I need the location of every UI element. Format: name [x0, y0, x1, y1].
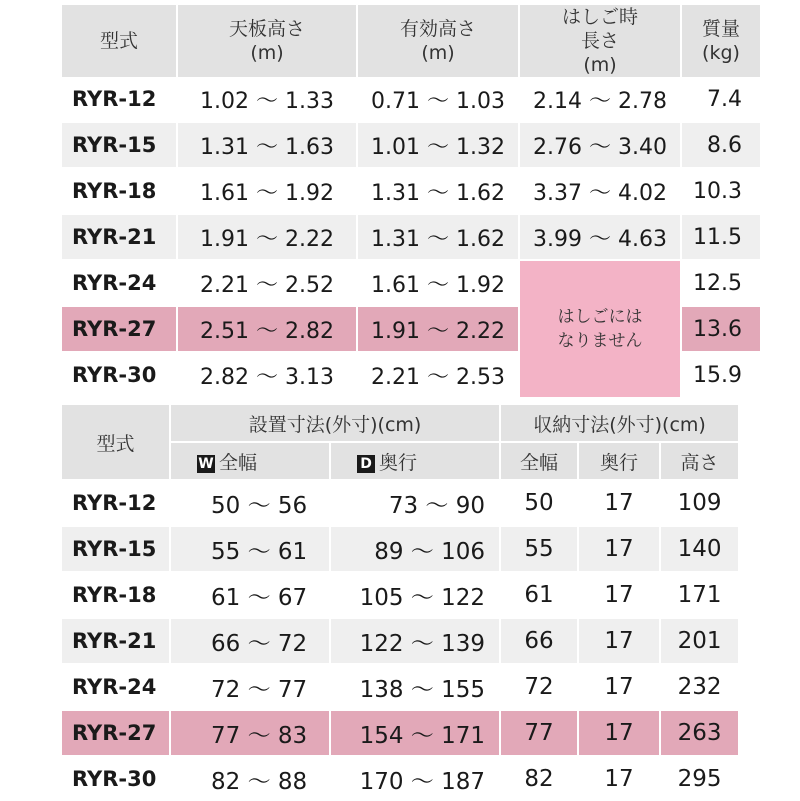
header-depth: D 奥行: [330, 442, 500, 480]
effective-height-cell: 0.71 ～ 1.03: [357, 77, 519, 122]
model-cell: RYR-30: [62, 352, 177, 397]
storage-width-cell: 55: [500, 526, 578, 572]
effective-height-cell: 2.21 ～ 2.53: [357, 352, 519, 397]
storage-height-cell: 263: [660, 710, 738, 756]
storage-depth-cell: 17: [578, 526, 660, 572]
table-row: [62, 526, 738, 572]
depth-badge-icon: D: [357, 455, 375, 473]
width-cell: 82 ～ 88: [170, 756, 330, 801]
ladder-length-cell: 3.37 ～ 4.02: [519, 168, 681, 214]
model-cell: RYR-27: [62, 306, 177, 352]
storage-height-cell: 232: [660, 664, 738, 710]
depth-cell: 170 ～ 187: [330, 756, 500, 801]
model-cell: RYR-21: [62, 618, 170, 664]
width-cell: 50 ～ 56: [170, 480, 330, 526]
table-row: [62, 480, 738, 526]
weight-cell: 8.6: [681, 122, 760, 168]
table-row: [62, 572, 738, 618]
top-height-cell: 1.02 ～ 1.33: [177, 77, 357, 122]
storage-height-cell: 171: [660, 572, 738, 618]
weight-cell: 10.3: [681, 168, 760, 214]
storage-height-cell: 109: [660, 480, 738, 526]
top-height-cell: 2.21 ～ 2.52: [177, 260, 357, 306]
model-cell: RYR-12: [62, 77, 177, 122]
table-row: [62, 618, 738, 664]
storage-depth-cell: 17: [578, 664, 660, 710]
storage-width-cell: 61: [500, 572, 578, 618]
header-weight: 質量 (kg): [681, 5, 760, 77]
storage-height-cell: 201: [660, 618, 738, 664]
top-height-cell: 1.61 ～ 1.92: [177, 168, 357, 214]
table-row: [62, 664, 738, 710]
model-cell: RYR-15: [62, 122, 177, 168]
storage-width-cell: 72: [500, 664, 578, 710]
ladder-length-cell: 2.76 ～ 3.40: [519, 122, 681, 168]
table-row-highlight: [62, 710, 738, 756]
effective-height-cell: 1.31 ～ 1.62: [357, 168, 519, 214]
width-cell: 72 ～ 77: [170, 664, 330, 710]
effective-height-cell: 1.31 ～ 1.62: [357, 214, 519, 260]
width-cell: 66 ～ 72: [170, 618, 330, 664]
storage-width-cell: 77: [500, 710, 578, 756]
model-cell: RYR-27: [62, 710, 170, 756]
storage-depth-cell: 17: [578, 756, 660, 801]
not-ladder-note: はしごには なりません: [519, 260, 681, 397]
model-cell: RYR-21: [62, 214, 177, 260]
model-cell: RYR-30: [62, 756, 170, 801]
table-row: [62, 77, 760, 122]
weight-cell: 7.4: [707, 86, 742, 112]
model-cell: RYR-18: [62, 168, 177, 214]
weight-cell: 15.9: [681, 352, 760, 397]
width-cell: 77 ～ 83: [170, 710, 330, 756]
table-row: [62, 214, 760, 260]
top-height-cell: 2.82 ～ 3.13: [177, 352, 357, 397]
depth-cell: 105 ～ 122: [330, 572, 500, 618]
storage-height-cell: 295: [660, 756, 738, 801]
model-cell: RYR-24: [62, 664, 170, 710]
table-row: [62, 168, 760, 214]
header-ladder-length: はしご時 長さ (m): [519, 5, 681, 77]
storage-depth-cell: 17: [578, 618, 660, 664]
header-storage-width: 全幅: [500, 442, 578, 480]
depth-cell: 154 ～ 171: [330, 710, 500, 756]
top-height-cell: 1.31 ～ 1.63: [177, 122, 357, 168]
effective-height-cell: 1.61 ～ 1.92: [357, 260, 519, 306]
weight-cell: 13.6: [681, 306, 760, 352]
header-width: W 全幅: [170, 442, 330, 480]
dimension-table: [62, 405, 738, 801]
effective-height-cell: 1.01 ～ 1.32: [357, 122, 519, 168]
width-badge-icon: W: [198, 455, 214, 472]
weight-cell: 11.5: [681, 214, 760, 260]
effective-height-cell: 1.91 ～ 2.22: [357, 306, 519, 352]
depth-cell: 73 ～ 90: [330, 480, 500, 526]
storage-width-cell: 66: [500, 618, 578, 664]
model-cell: RYR-18: [62, 572, 170, 618]
header-storage-dimensions: 収納寸法(外寸)(cm): [500, 405, 738, 442]
storage-width-cell: 82: [500, 756, 578, 801]
model-cell: RYR-15: [62, 526, 170, 572]
model-cell: RYR-24: [62, 260, 177, 306]
header-install-dimensions: 設置寸法(外寸)(cm): [170, 405, 500, 442]
header-model: 型式: [62, 5, 177, 77]
depth-cell: 89 ～ 106: [330, 526, 500, 572]
header-storage-depth: 奥行: [578, 442, 660, 480]
storage-depth-cell: 17: [578, 480, 660, 526]
depth-cell: 138 ～ 155: [330, 664, 500, 710]
top-height-cell: 1.91 ～ 2.22: [177, 214, 357, 260]
storage-depth-cell: 17: [578, 710, 660, 756]
table-row: [62, 122, 760, 168]
model-cell: RYR-12: [62, 480, 170, 526]
spec-table: [62, 5, 760, 397]
ladder-length-cell: 3.99 ～ 4.63: [519, 214, 681, 260]
storage-width-cell: 50: [500, 480, 578, 526]
ladder-length-cell: 2.14 ～ 2.78: [519, 77, 681, 122]
header-effective-height: 有効高さ (m): [357, 5, 519, 77]
weight-cell: 12.5: [681, 260, 760, 306]
storage-depth-cell: 17: [578, 572, 660, 618]
depth-cell: 122 ～ 139: [330, 618, 500, 664]
width-cell: 61 ～ 67: [170, 572, 330, 618]
table-row: [62, 756, 738, 801]
top-height-cell: 2.51 ～ 2.82: [177, 306, 357, 352]
header-model: 型式: [62, 405, 170, 480]
width-cell: 55 ～ 61: [170, 526, 330, 572]
header-top-height: 天板高さ (m): [177, 5, 357, 77]
table-row: [62, 260, 760, 306]
header-storage-height: 高さ: [660, 442, 738, 480]
storage-height-cell: 140: [660, 526, 738, 572]
